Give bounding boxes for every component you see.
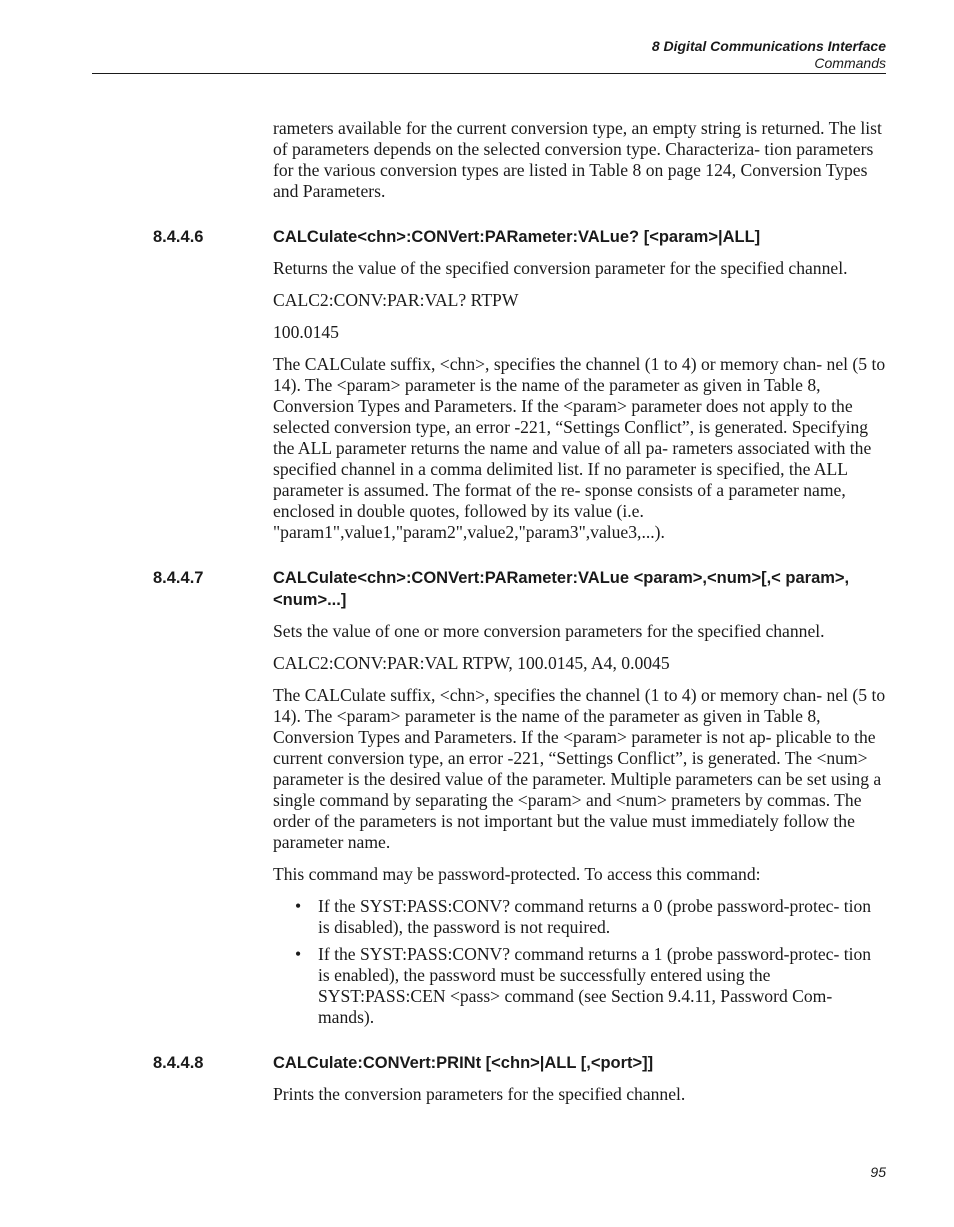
section-title: CALCulate:CONVert:PRINt [<chn>|ALL [,<port>]]	[273, 1054, 654, 1072]
section-8-4-4-6-description: Returns the value of the specified conversion parameter for the specified channel.	[273, 258, 848, 278]
intro-paragraph: rameters available for the current conversion type, an empty string is returned. The list of parameters depends on the selected conversion type. Characteriza- tion parameters for the various conversion types are listed in Table 8 on page 124, Conversion Types and Parameters.	[273, 118, 882, 201]
section-title: CALCulate<chn>:CONVert:PARameter:VALue? [<param>|ALL]	[273, 228, 761, 246]
section-number: 8.4.4.7	[153, 569, 204, 587]
page-body	[153, 118, 886, 1116]
section-number: 8.4.4.8	[153, 1054, 204, 1072]
password-note: This command may be password-protected. To access this command:	[273, 864, 761, 884]
section-8-4-4-7-description: Sets the value of one or more conversion parameters for the specified channel.	[273, 621, 825, 641]
section-8-4-4-8-description: Prints the conversion parameters for the specified channel.	[273, 1084, 686, 1104]
page-number: 95	[870, 1164, 886, 1180]
section-8-4-4-7-details: The CALCulate suffix, <chn>, specifies the channel (1 to 4) or memory chan- nel (5 to 14). The <param> parameter is the name of the parameter as given in Table 8, Conversion Types and Parameters. If the <param> parameter is not ap- plicable to the current conversion type, an error -221, “Settings Conflict”, is generated. The <num> parameter is the desired value of the parameter. Multiple parameters can be set using a single command by separating the <param> and <num> prameters by commas. The order of the parameters is not important but the value must immediately follow the parameter name.	[273, 685, 886, 852]
list-item-text: If the SYST:PASS:CONV? command returns a 1 (probe password-protec- tion is enabled), the password must be successfully entered using the SYST:PASS:CEN <pass> command (see Section 9.4.11, Password Com- mands).	[318, 944, 872, 1027]
list-item-text: If the SYST:PASS:CONV? command returns a 0 (probe password-protec- tion is disabled), the password is not required.	[318, 896, 872, 937]
section-8-4-4-8-heading	[153, 1052, 886, 1074]
password-bullet-list	[273, 896, 886, 1028]
bullet-icon: •	[295, 896, 302, 916]
chapter-title: 8 Digital Communications Interface	[651, 38, 886, 54]
bullet-icon: •	[295, 944, 302, 964]
section-number: 8.4.4.6	[153, 228, 204, 246]
header-rule	[92, 73, 886, 74]
section-8-4-4-7-heading	[153, 567, 886, 611]
list-item	[273, 896, 886, 938]
section-title: Commands	[814, 55, 886, 71]
example-command: CALC2:CONV:PAR:VAL? RTPW	[273, 290, 519, 310]
example-response: 100.0145	[273, 322, 339, 342]
list-item	[273, 944, 886, 1028]
running-header	[652, 38, 886, 72]
section-8-4-4-6-heading	[153, 226, 886, 248]
example-command: CALC2:CONV:PAR:VAL RTPW, 100.0145, A4, 0.0045	[273, 653, 670, 673]
section-8-4-4-6-details: The CALCulate suffix, <chn>, specifies the channel (1 to 4) or memory chan- nel (5 to 14). The <param> parameter is the name of the parameter as given in Table 8, Conversion Types and Parameters. If the <param> parameter does not apply to the selected conversion type, an error -221, “Settings Conflict”, is generated. Specifying the ALL parameter returns the name and value of all pa- rameters associated with the specified channel in a comma delimited list. If no parameter is specified, the ALL parameter is assumed. The format of the re- sponse consists of a parameter name, enclosed in double quotes, followed by its value (i.e. "param1",value1,"param2",value2,"param3",value3,...).	[273, 354, 886, 542]
section-title: CALCulate<chn>:CONVert:PARameter:VALue <param>,<num>[,< param>,<num>...]	[273, 569, 850, 609]
